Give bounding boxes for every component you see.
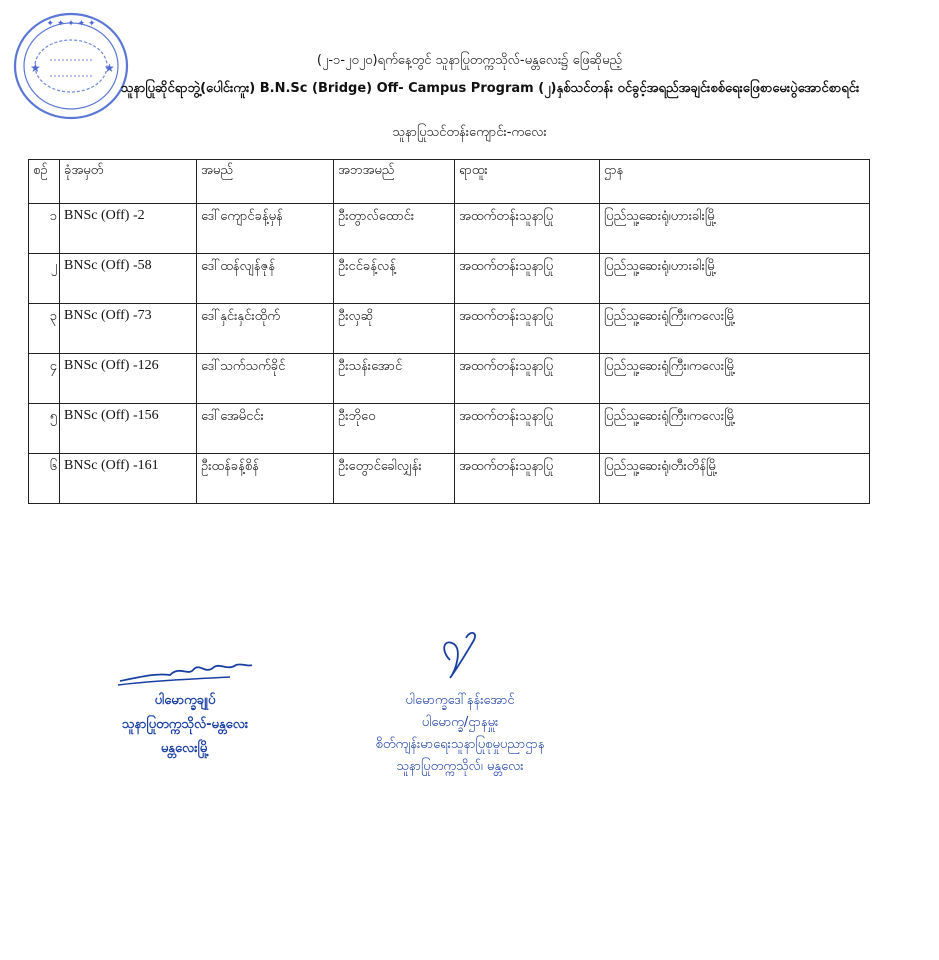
signature-left-city: မန္တလေးမြို့ <box>160 741 210 756</box>
father-name: ဦးသန်းအောင် <box>334 354 455 404</box>
results-table <box>28 159 870 504</box>
svg-text:✦ ✦ ✦ ✦ ✦: ✦ ✦ ✦ ✦ ✦ <box>46 19 96 29</box>
table-row <box>29 254 870 304</box>
table-row <box>29 354 870 404</box>
student-name: ဒေါ်ထန်လျန်ဇုန် <box>197 254 334 304</box>
department: ပြည်သူ့ဆေးရုံကြီး၊ကလေးမြို့ <box>600 354 870 404</box>
department: ပြည်သူ့ဆေးရုံ၊ဟားခါးမြို့ <box>600 254 870 304</box>
table-header-row <box>29 160 870 204</box>
header-line-3: သူနာပြုသင်တန်းကျောင်း-ကလေး <box>392 125 547 140</box>
rank: အထက်တန်းသူနာပြု <box>455 354 600 404</box>
roll-number: BNSc (Off) -126 <box>60 354 197 404</box>
rank: အထက်တန်းသူနာပြု <box>455 454 600 504</box>
student-name: ဒေါ်နှင်းနှင်းထိုက် <box>197 304 334 354</box>
signature-right-title: ပါမောက္ခ/ဌာနမှူး <box>421 715 499 730</box>
roll-number: BNSc (Off) -2 <box>60 204 197 254</box>
signature-left-org: သူနာပြုတက္ကသိုလ်-မန္တလေး <box>121 717 249 732</box>
signature-scribble-left <box>110 655 260 689</box>
roll-number: BNSc (Off) -156 <box>60 404 197 454</box>
rank: အထက်တန်းသူနာပြု <box>455 304 600 354</box>
col-header-dept: ဌာန <box>600 160 870 204</box>
father-name: ဦးဘိုဝေ <box>334 404 455 454</box>
signature-right-org: သူနာပြုတက္ကသိုလ်၊ မန္တလေး <box>396 759 524 774</box>
table-row <box>29 204 870 254</box>
col-header-rank: ရာထူး <box>455 160 600 204</box>
father-name: ဦးတွာလ်ထောင်း <box>334 204 455 254</box>
rank: အထက်တန်းသူနာပြု <box>455 204 600 254</box>
table-row <box>29 454 870 504</box>
row-number: ၅ <box>29 404 60 454</box>
signature-block-left <box>80 655 290 761</box>
svg-text:★: ★ <box>30 61 41 75</box>
roll-number: BNSc (Off) -161 <box>60 454 197 504</box>
student-name: ဒေါ်ကျောင်ခန့်မှန် <box>197 204 334 254</box>
row-number: ၁ <box>29 204 60 254</box>
rank: အထက်တန်းသူနာပြု <box>455 254 600 304</box>
row-number: ၄ <box>29 354 60 404</box>
department: ပြည်သူ့ဆေးရုံ၊တီးတိန်မြို့ <box>600 454 870 504</box>
student-name: ဒေါ်အေမိငင်း <box>197 404 334 454</box>
department: ပြည်သူ့ဆေးရုံကြီး၊ကလေးမြို့ <box>600 404 870 454</box>
row-number: ၃ <box>29 304 60 354</box>
rank: အထက်တန်းသူနာပြု <box>455 404 600 454</box>
col-header-no: စဉ် <box>29 160 60 204</box>
col-header-roll: ခုံအမှတ် <box>60 160 197 204</box>
table-row <box>29 404 870 454</box>
father-name: ဦးလှဆို <box>334 304 455 354</box>
department: ပြည်သူ့ဆေးရုံ၊ဟားခါးမြို့ <box>600 204 870 254</box>
signature-scribble-right <box>430 620 490 690</box>
signature-block-right <box>315 620 605 778</box>
signature-left-title: ပါမောက္ခချုပ် <box>154 693 216 708</box>
student-name: ဦးထန်ခန့်စိန် <box>197 454 334 504</box>
signature-right-name: ပါမောက္ခဒေါ်နန်းအောင် <box>405 693 515 708</box>
header-line-2: သူနာပြုဆိုင်ရာဘွဲ့(ပေါင်းကူး) B.N.Sc (Bridge) Off- Campus Program (၂)နှစ်သင်တန်း ဝင်ခွင့်အရည်အချင်းစစ်ရေးဖြေစာမေးပွဲအောင်စာရင်း <box>120 81 860 96</box>
roll-number: BNSc (Off) -73 <box>60 304 197 354</box>
col-header-father: အဘအမည် <box>334 160 455 204</box>
student-name: ဒေါ်သက်သက်ခိုင် <box>197 354 334 404</box>
department: ပြည်သူ့ဆေးရုံကြီး၊ကလေးမြို့ <box>600 304 870 354</box>
table-row <box>29 304 870 354</box>
col-header-name: အမည် <box>197 160 334 204</box>
row-number: ၂ <box>29 254 60 304</box>
svg-text:★: ★ <box>104 61 115 75</box>
roll-number: BNSc (Off) -58 <box>60 254 197 304</box>
signature-right-dept: စိတ်ကျန်းမာရေးသူနာပြုစုမှုပညာဌာန <box>375 737 545 752</box>
row-number: ၆ <box>29 454 60 504</box>
father-name: ဦးတွောင်ခေါလျှန်း <box>334 454 455 504</box>
header-line-1: (၂-၁-၂၀၂၀)ရက်နေ့တွင် သူနာပြုတက္ကသိုလ်-မန္တလေး၌ ဖြေဆိုမည့် <box>316 53 623 68</box>
father-name: ဦးငင်ခန့်လန့် <box>334 254 455 304</box>
